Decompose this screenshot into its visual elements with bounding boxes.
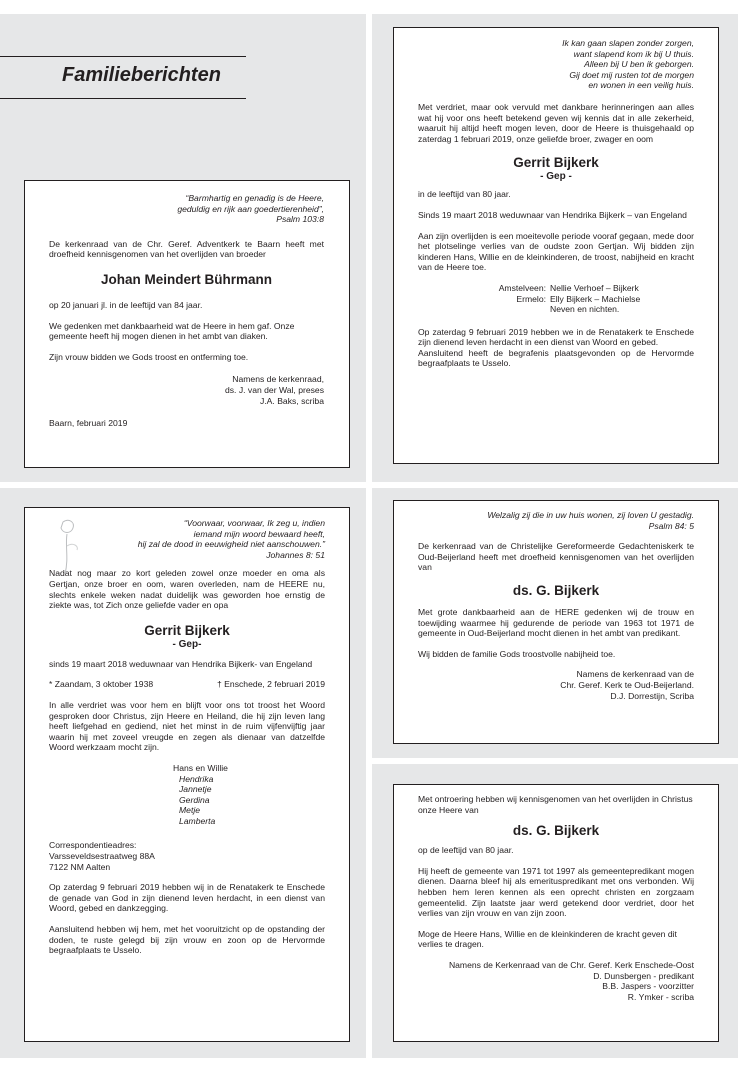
birth-death-dates: * Zaandam, 3 oktober 1938 † Enschede, 2 februari 2019 — [49, 679, 325, 690]
section-title: Familieberichten — [62, 64, 221, 86]
ad-closing: Op zaterdag 9 februari 2019 hebben wij in de Renatakerk te Enschede de genade van God in zijn dienend leven herdacht, in een dienst van Woord, gebed en dankzegging. — [49, 882, 325, 914]
ad-oud-beijerland — [393, 500, 719, 744]
correspondence-address: Correspondentieadres: Varsseveldsestraatweg 88A 7122 NM Aalten — [49, 840, 155, 872]
ad-age: op de leeftijd van 80 jaar. — [418, 845, 514, 856]
ad-age: in de leeftijd van 80 jaar. — [418, 189, 511, 200]
ad-bijkerk-children — [24, 507, 350, 1042]
ad-closing: Op zaterdag 9 februari 2019 hebben we in de Renatakerk te Enschede zijn dienend leven herdacht in een dienst van Woord en gebed. — [418, 326, 694, 348]
ad-intro: De kerkenraad van de Chr. Geref. Adventkerk te Baarn heeft met droefheid kennisgenomen van het overlijden van broeder — [49, 238, 324, 260]
family-list: Hans en Willie Hendrika Jannetje Gerdina Metje Lamberta — [173, 762, 228, 826]
ad-quote: “Voorwaar, voorwaar, Ik zeg u, indien iemand mijn woord bewaard heeft, hij zal de dood in eeuwigheid niet aanschouwen.” Johannes 8: 51 — [137, 518, 325, 560]
ad-age: op 20 januari jl. in de leeftijd van 84 jaar. — [49, 299, 203, 310]
ad-closing: Aansluitend hebben wij hem, met het vooruitzicht op de opstanding der doden, te ruste gelegd bij zijn vrouw en zoon op de Hervormde begraafplaats te Usselo. — [49, 924, 325, 956]
ad-body: Moge de Heere Hans, Willie en de kleinkinderen de kracht geven dit verlies te dragen. — [418, 928, 677, 950]
ad-quote: Welzalig zij die in uw huis wonen, zij loven U gestadig. Psalm 84: 5 — [487, 510, 694, 531]
deceased-name: Gerrit Bijkerk — [144, 622, 230, 638]
ad-place-date: Baarn, februari 2019 — [49, 418, 128, 429]
ad-quote: “Barmhartig en genadig is de Heere, geduldig en rijk aan goedertierenheid”, Psalm 103:8 — [177, 193, 324, 225]
deceased-name: Johan Meindert Bührmann — [100, 271, 272, 287]
deceased-name: ds. G. Bijkerk — [512, 582, 600, 598]
family-list: Amstelveen: Nellie Verhoef – Bijkerk Ermelo: Elly Bijkerk – Machielse Neven en nichten. — [498, 282, 641, 315]
header-rule-bottom — [0, 98, 246, 99]
ad-intro: Met verdriet, maar ook vervuld met dankbare herinneringen aan alles wat hij voor ons heeft betekend geven wij kennis dat in alle zekerheid, waaruit hij altijd heeft mogen leven, door de Heere is thuisgehaald op zaterdag 1 februari 2019, onze geliefde broer, zwager en oom — [418, 101, 694, 144]
ad-quote: Ik kan gaan slapen zonder zorgen, want slapend kom ik bij U thuis. Alleen bij U ben ik geborgen. Gij doet mij rusten tot de morgen en wonen in een veilig huis. — [562, 38, 694, 91]
ad-intro: Met ontroering hebben wij kennisgenomen van het overlijden in Christus onze Heere van — [418, 794, 693, 815]
ad-intro: De kerkenraad van de Christelijke Gereformeerde Gedachteniskerk te Oud-Beijerland heeft met droefheid kennisgenomen van het overlijden van — [418, 541, 694, 573]
ad-enschede-oost — [393, 784, 719, 1042]
ad-body: Aan zijn overlijden is een moeitevolle periode vooraf gegaan, mede door het plotselinge verlies van de oudste zoon Gertjan. Wij bidden zijn kinderen Hans, Willie en de kleinkinderen, de troost, nabijheid en kracht van de Heere toe. — [418, 230, 694, 273]
ad-bijkerk-family — [393, 27, 719, 464]
ad-widower: Sinds 19 maart 2018 weduwnaar van Hendrika Bijkerk – van Engeland — [418, 209, 687, 220]
ad-closing: Aansluitend heeft de begrafenis plaatsgevonden op de Hervormde begraafplaats te Usselo. — [418, 347, 694, 369]
deceased-name: Gerrit Bijkerk — [513, 155, 599, 171]
header-rule-top — [0, 56, 246, 57]
ad-buhrmann — [24, 180, 350, 468]
deceased-nickname: - Gep- — [172, 638, 202, 650]
dove-icon — [49, 514, 89, 578]
ad-body: In alle verdriet was voor hem en blijft voor ons tot troost het Woord gesproken door Christus, zijn Heere en Heiland, die hij zijn leven lang heeft liefgehad en gediend, niet het minst in de ruim vijfenvijftig jaar waarin hij met zoveel vreugde en zegen als dienaar van datzelfde Woord werkzaam mocht zijn. — [49, 699, 325, 753]
deceased-name: ds. G. Bijkerk — [512, 823, 600, 839]
ad-widower: sinds 19 maart 2018 weduwnaar van Hendrika Bijkerk- van Engeland — [49, 658, 313, 669]
ad-body: We gedenken met dankbaarheid wat de Heere in hem gaf. Onze gemeente heeft hij mogen dienen in het ambt van diaken. — [49, 320, 295, 342]
ad-body: Zijn vrouw bidden we Gods troost en ontferming toe. — [49, 351, 249, 362]
ad-signature: Namens de Kerkenraad van de Chr. Geref. Kerk Enschede-Oost D. Dunsbergen - predikant B.B. Jaspers - voorzitter R. Ymker - scriba — [448, 959, 694, 1002]
ad-body: Met grote dankbaarheid aan de HERE gedenken wij de trouw en toewijding waarmee hij gedurende de periode van 1963 tot 1971 de gemeente in Oud-Beijerland mocht dienen in het ambt van predikant. — [418, 606, 694, 639]
ad-intro: Nadat nog maar zo kort geleden zowel onze moeder en oma als Gertjan, onze broer en oom, waren overleden, nam de HEERE nu, slechts enkele weken nadat duidelijk was geworden hoe ernstig de ziekte was, tot Zich onze geliefde vader en opa — [49, 568, 325, 611]
ad-signature: Namens de kerkenraad, ds. J. van der Wal, preses J.A. Baks, scriba — [224, 374, 324, 406]
deceased-nickname: - Gep - — [540, 171, 572, 183]
ad-body: Wij bidden de familie Gods troostvolle nabijheid toe. — [418, 648, 616, 659]
ad-body: Hij heeft de gemeente van 1971 tot 1997 als gemeentepredikant mogen dienen. Daarna bleef hij als emerituspredikant met ons verbonden. Wij hebben hem leren kennen als een oprecht christen en zorgzaam gemeentelid. Zijn laatste jaar werd getekend door verdriet, door het verlies van zijn vrouw en van zijn zoon. — [418, 865, 694, 919]
ad-signature: Namens de kerkenraad van de Chr. Geref. Kerk te Oud-Beijerland. D.J. Dorrestijn, Scriba — [560, 669, 694, 701]
